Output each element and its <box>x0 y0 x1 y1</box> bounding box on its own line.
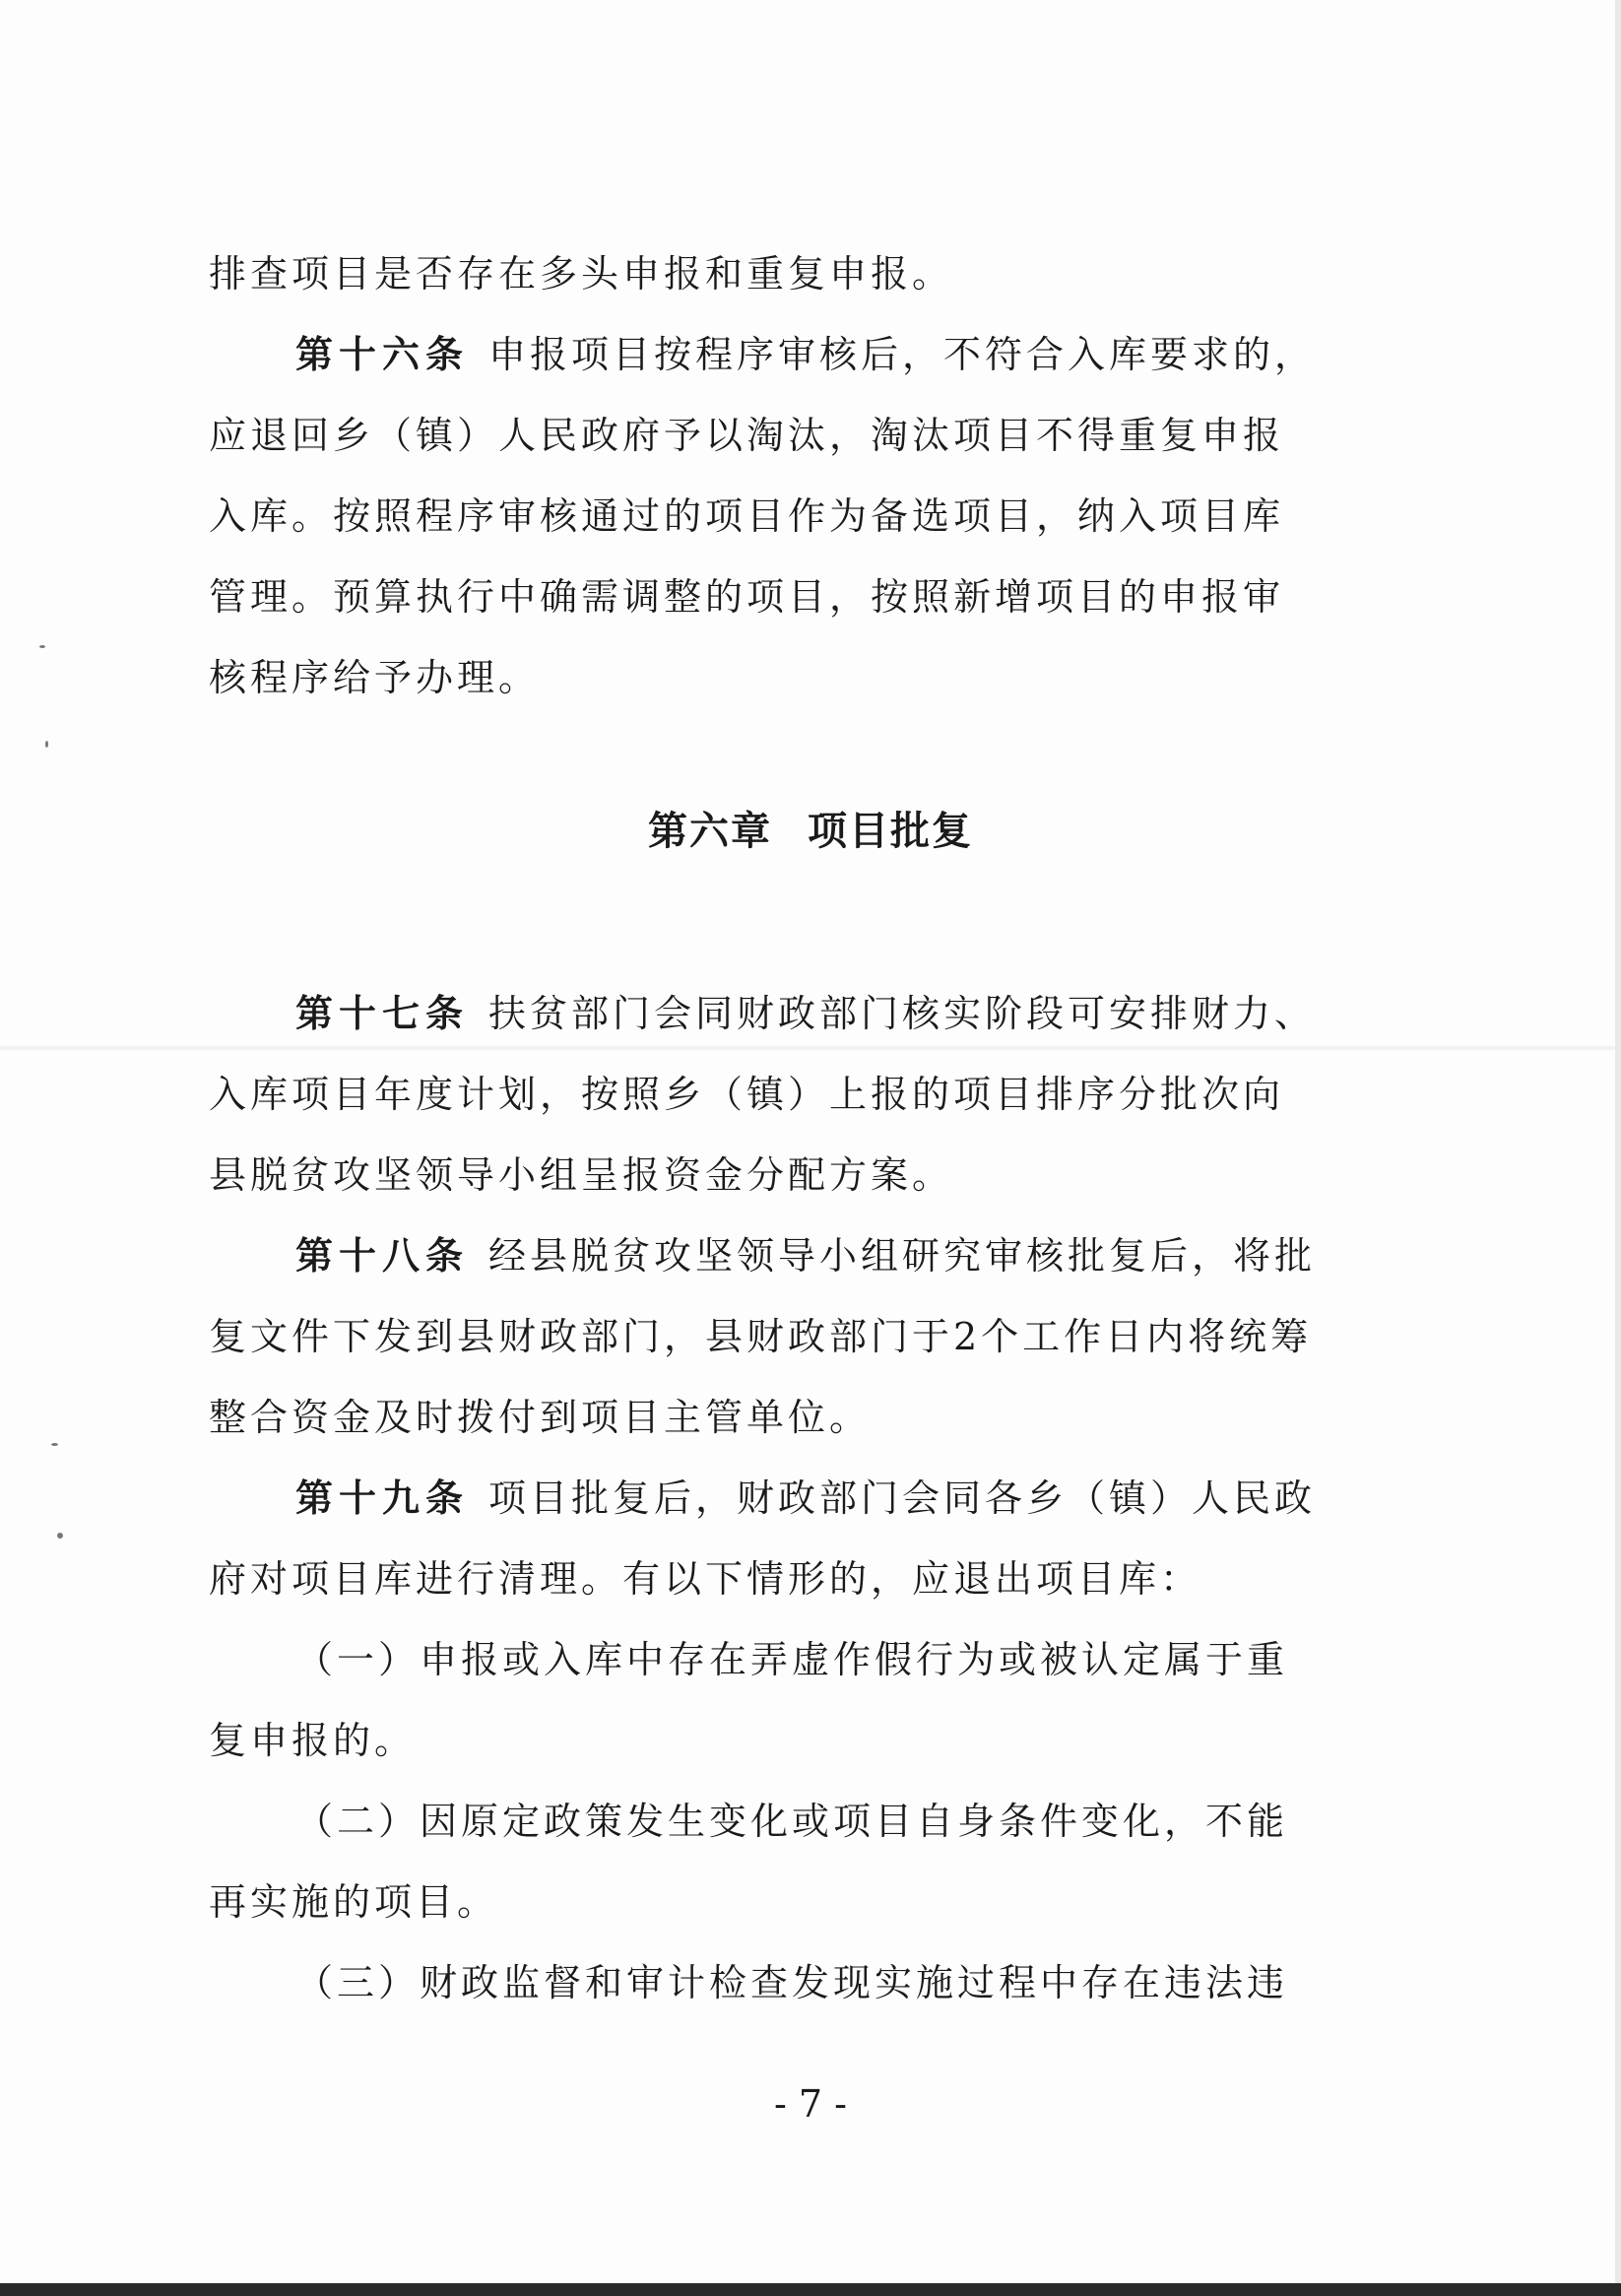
scan-speck <box>39 645 45 648</box>
list-item-1 <box>209 1619 1288 1700</box>
paragraph-article-17 <box>209 973 1316 1054</box>
text-line: 管理。预算执行中确需调整的项目，按照新增项目的申报审 <box>209 575 1285 619</box>
text-line: 核程序给予办理。 <box>209 656 541 699</box>
paragraph-line <box>209 1135 953 1215</box>
text-line: 入库。按照程序审核通过的项目作为备选项目，纳入项目库 <box>209 494 1285 538</box>
paragraph-line <box>209 1296 1312 1377</box>
paragraph-article-18 <box>209 1215 1316 1296</box>
paragraph-line <box>209 476 1284 557</box>
paragraph-line <box>209 395 1284 476</box>
scan-right-edge <box>1615 0 1621 2283</box>
chapter-heading <box>0 800 1621 856</box>
article-heading: 第十七条 <box>295 992 470 1035</box>
text-line: 整合资金及时拨付到项目主管单位。 <box>209 1396 872 1439</box>
list-item-2 <box>209 1781 1288 1862</box>
text-line: （二）因原定政策发生变化或项目自身条件变化，不能 <box>295 1800 1289 1843</box>
article-heading: 第十九条 <box>295 1476 470 1520</box>
scan-speck <box>57 1533 63 1539</box>
list-item-3 <box>209 1942 1288 2023</box>
text-line: 扶贫部门会同财政部门核实阶段可安排财力、 <box>488 992 1317 1035</box>
text-line: 再实施的项目。 <box>209 1880 499 1924</box>
text-line: 排查项目是否存在多头申报和重复申报。 <box>209 252 954 295</box>
chapter-title: 项目批复 <box>808 809 973 854</box>
text-line: 入库项目年度计划，按照乡（镇）上报的项目排序分批次向 <box>209 1073 1285 1116</box>
text-line: 经县脱贫攻坚领导小组研究审核批复后，将批 <box>488 1234 1317 1278</box>
paragraph-line <box>209 637 540 718</box>
paragraph-continuation <box>209 233 953 314</box>
paragraph-article-16 <box>209 314 1316 395</box>
text-line: 申报项目按程序审核后，不符合入库要求的， <box>488 333 1317 376</box>
paragraph-line <box>209 1539 1201 1619</box>
text-line: （三）财政监督和审计检查发现实施过程中存在违法违 <box>295 1961 1289 2004</box>
scan-bottom-edge <box>0 2283 1621 2296</box>
paragraph-line <box>209 1377 871 1458</box>
paragraph-article-19 <box>209 1458 1316 1539</box>
article-heading: 第十六条 <box>295 333 470 376</box>
paragraph-line <box>209 557 1284 637</box>
scan-speck <box>45 741 48 748</box>
paragraph-line <box>209 1054 1284 1135</box>
text-line: 县脱贫攻坚领导小组呈报资金分配方案。 <box>209 1153 954 1197</box>
chapter-number: 第六章 <box>648 809 772 854</box>
scan-speck <box>51 1443 58 1446</box>
text-line: 府对项目库进行清理。有以下情形的，应退出项目库： <box>209 1557 1202 1601</box>
page-number: - 7 - <box>773 2082 847 2126</box>
text-line: 复申报的。 <box>209 1719 417 1762</box>
text-line: 复文件下发到县财政部门，县财政部门于2个工作日内将统筹 <box>209 1315 1313 1358</box>
paragraph-line <box>209 1700 416 1781</box>
paragraph-line <box>209 1862 498 1942</box>
text-line: 应退回乡（镇）人民政府予以淘汰，淘汰项目不得重复申报 <box>209 414 1285 457</box>
text-line: 项目批复后，财政部门会同各乡（镇）人民政 <box>488 1476 1317 1520</box>
article-heading: 第十八条 <box>295 1234 470 1278</box>
text-line: （一）申报或入库中存在弄虚作假行为或被认定属于重 <box>295 1638 1289 1681</box>
